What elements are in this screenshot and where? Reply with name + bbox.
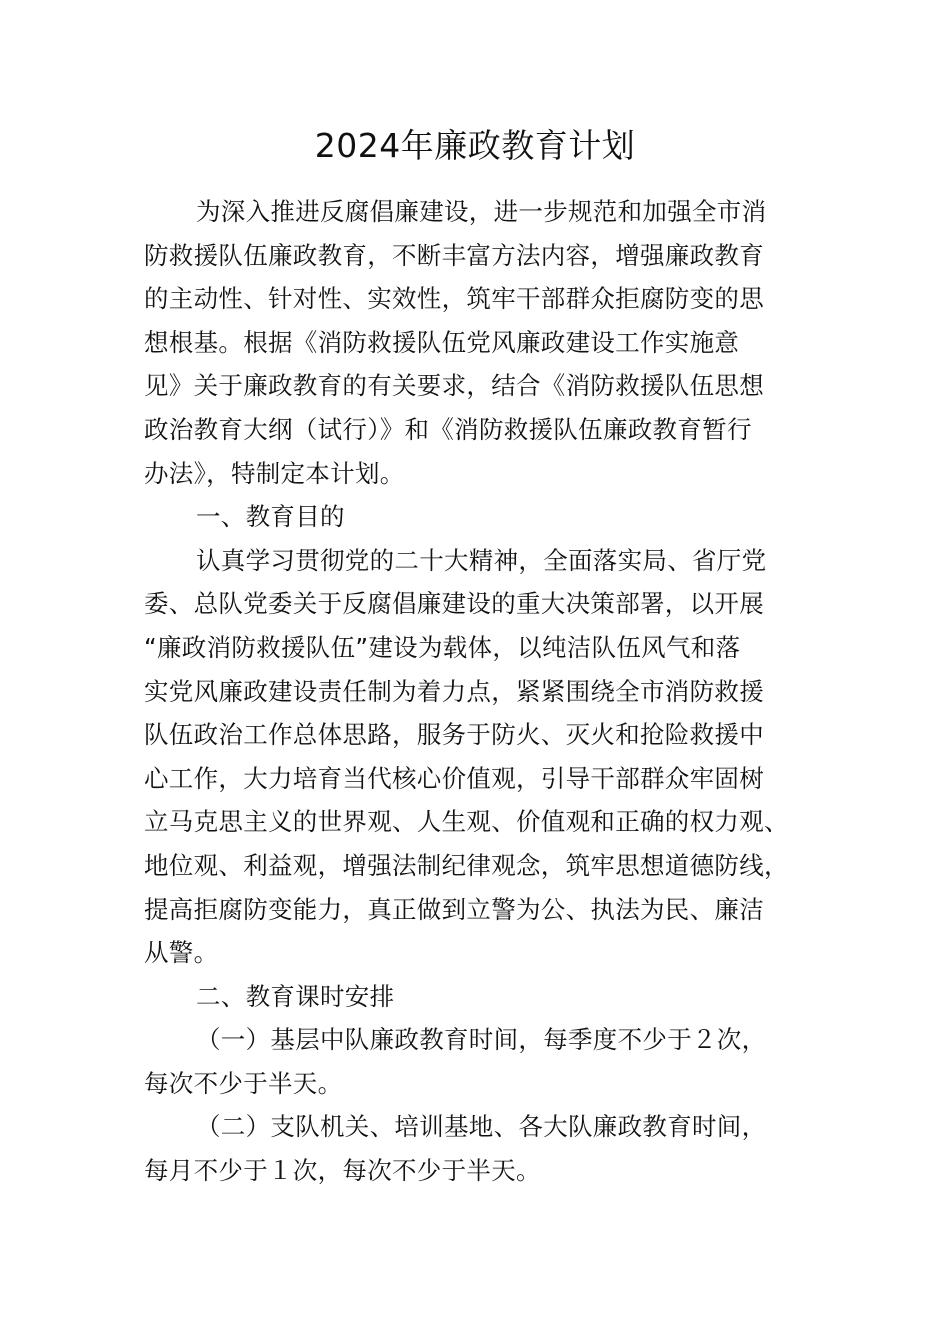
- paragraph-line: “廉政消防救援队伍”建设为载体，以纯洁队伍风气和落: [144, 632, 741, 662]
- paragraph-line: 从警。: [144, 938, 219, 968]
- paragraph-line: 为深入推进反腐倡廉建设，进一步规范和加强全市消: [196, 197, 767, 226]
- paragraph-line: 队伍政治工作总体思路，服务于防火、灭火和抢险救援中: [144, 720, 764, 750]
- list-item-line: （二）支队机关、培训基地、各大队廉政教育时间，: [196, 1112, 767, 1142]
- paragraph-line: 防救援队伍廉政教育，不断丰富方法内容，增强廉政教育: [144, 240, 764, 270]
- list-item-line: 每次不少于半天。: [144, 1068, 343, 1098]
- paragraph-line: 政治教育大纲（试行）》和《消防救援队伍廉政教育暂行: [144, 414, 752, 444]
- paragraph-line: 心工作，大力培育当代核心价值观，引导干部群众牢固树: [144, 763, 764, 793]
- paragraph-line: 委、总队党委关于反腐倡廉建设的重大决策部署，以开展: [144, 589, 764, 619]
- list-item-line: 每月不少于１次，每次不少于半天。: [144, 1156, 541, 1186]
- document-body: [144, 190, 806, 1193]
- paragraph-line: 立马克思主义的世界观、人生观、价值观和正确的权力观、: [144, 807, 789, 837]
- section-heading-purpose: 一、教育目的: [196, 502, 345, 532]
- document-title: 2024年廉政教育计划: [314, 126, 636, 165]
- paragraph-line: 认真学习贯彻党的二十大精神，全面落实局、省厅党: [196, 545, 767, 575]
- paragraph-line: 办法》，特制定本计划。: [144, 458, 405, 488]
- paragraph-line: 实党风廉政建设责任制为着力点，紧紧围绕全市消防救援: [144, 676, 764, 706]
- section-heading-schedule: 二、教育课时安排: [196, 981, 395, 1011]
- paragraph-line: 提高拒腐防变能力，真正做到立警为公、执法为民、廉洁: [144, 894, 764, 924]
- list-item-line: （一）基层中队廉政教育时间，每季度不少于２次，: [196, 1025, 767, 1055]
- paragraph-line: 想根基。根据《消防救援队伍党风廉政建设工作实施意: [144, 327, 740, 357]
- paragraph-line: 地位观、利益观，增强法制纪律观念，筑牢思想道德防线，: [144, 850, 789, 880]
- paragraph-line: 见》关于廉政教育的有关要求，结合《消防救援队伍思想: [144, 371, 764, 401]
- paragraph-line: 的主动性、针对性、实效性，筑牢干部群众拒腐防变的思: [144, 284, 764, 314]
